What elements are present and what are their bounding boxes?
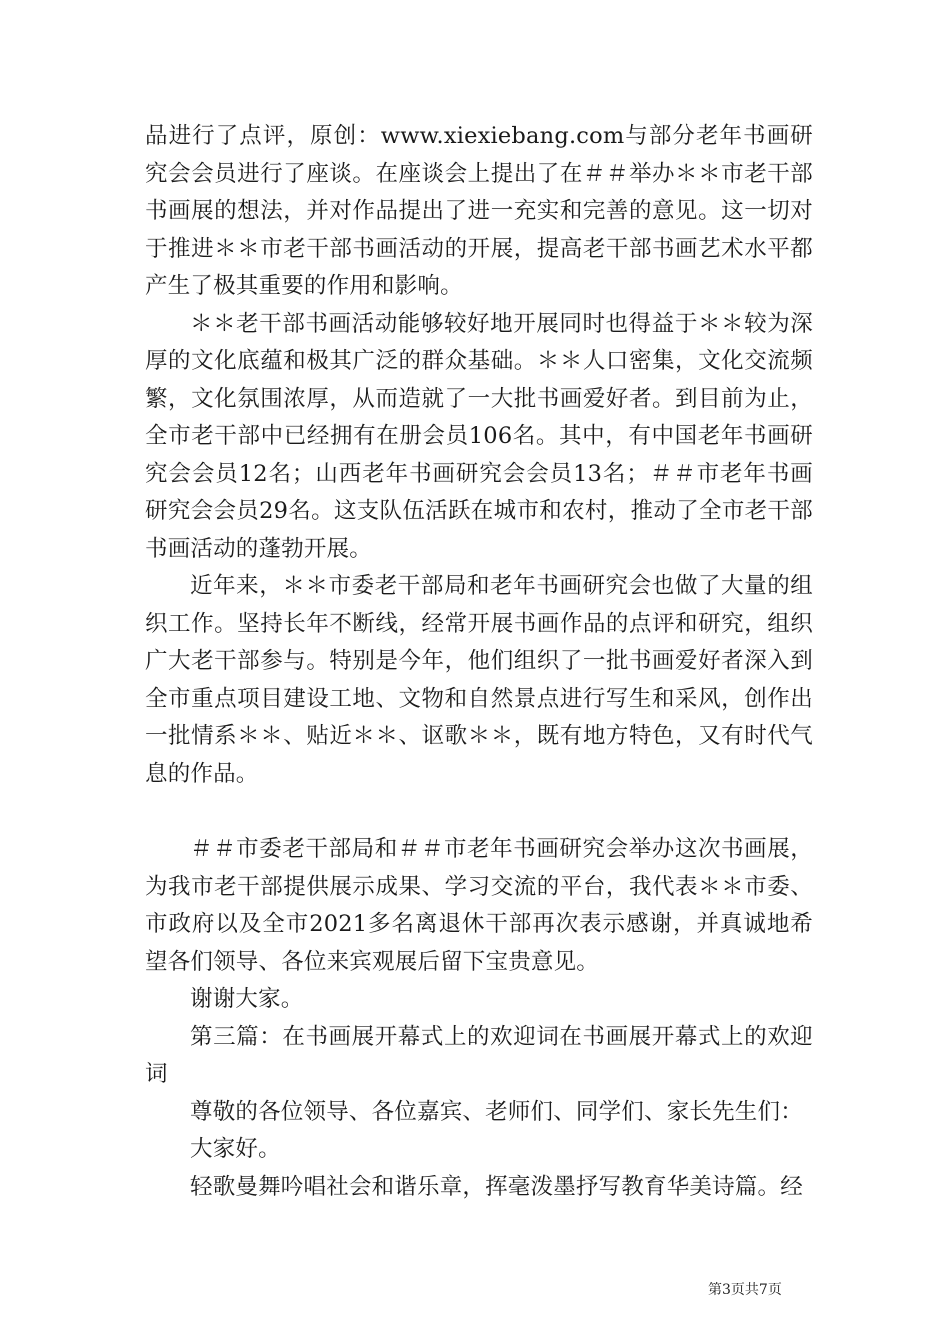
document-body bbox=[145, 118, 813, 1206]
section-heading-3: 第三篇：在书画展开幕式上的欢迎词在书画展开幕式上的欢迎词 bbox=[145, 1023, 813, 1087]
page-number: 第3页共7页 bbox=[708, 1282, 782, 1298]
paragraph-gap bbox=[145, 793, 813, 831]
paragraph-9: 轻歌曼舞吟唱社会和谐乐章，挥毫泼墨抒写教育华美诗篇。经 bbox=[190, 1173, 803, 1200]
paragraph-3: 近年来，＊＊市委老干部局和老年书画研究会也做了大量的组织工作。坚持长年不断线，经常开展书画作品的点评和研究，组织广大老干部参与。特别是今年，他们组织了一批书画爱好者深入到全市重点项目建设工地、文物和自然景点进行写生和采风，创作出一批情系＊＊、贴近＊＊、讴歌＊＊，既有地方特色，又有时代气息的作品。 bbox=[145, 573, 813, 787]
greeting: 大家好。 bbox=[190, 1136, 281, 1162]
salutation: 尊敬的各位领导、各位嘉宾、老师们、同学们、家长先生们： bbox=[190, 1098, 803, 1125]
paragraph-2: ＊＊老干部书画活动能够较好地开展同时也得益于＊＊较为深厚的文化底蕴和极其广泛的群众基础。＊＊人口密集，文化交流频繁，文化氛围浓厚，从而造就了一大批书画爱好者。到目前为止，全市老干部中已经拥有在册会员106名。其中，有中国老年书画研究会会员12名；山西老年书画研究会会员13名；＃＃市老年书画研究会会员29名。这支队伍活跃在城市和农村，推动了全市老干部书画活动的蓬勃开展。 bbox=[145, 310, 813, 562]
paragraph-1: 品进行了点评，原创：www.xiexiebang.com与部分老年书画研究会会员进行了座谈。在座谈会上提出了在＃＃举办＊＊市老干部书画展的想法，并对作品提出了进一充实和完善的意见。这一切对于推进＊＊市老干部书画活动的开展，提高老干部书画艺术水平都产生了极其重要的作用和影响。 bbox=[145, 123, 813, 299]
paragraph-4: ＃＃市委老干部局和＃＃市老年书画研究会举办这次书画展，为我市老干部提供展示成果、学习交流的平台，我代表＊＊市委、市政府以及全市2021多名离退休干部再次表示感谢，并真诚地希望各们领导、各位来宾观展后留下宝贵意见。 bbox=[145, 836, 813, 975]
paragraph-5: 谢谢大家。 bbox=[190, 986, 304, 1012]
